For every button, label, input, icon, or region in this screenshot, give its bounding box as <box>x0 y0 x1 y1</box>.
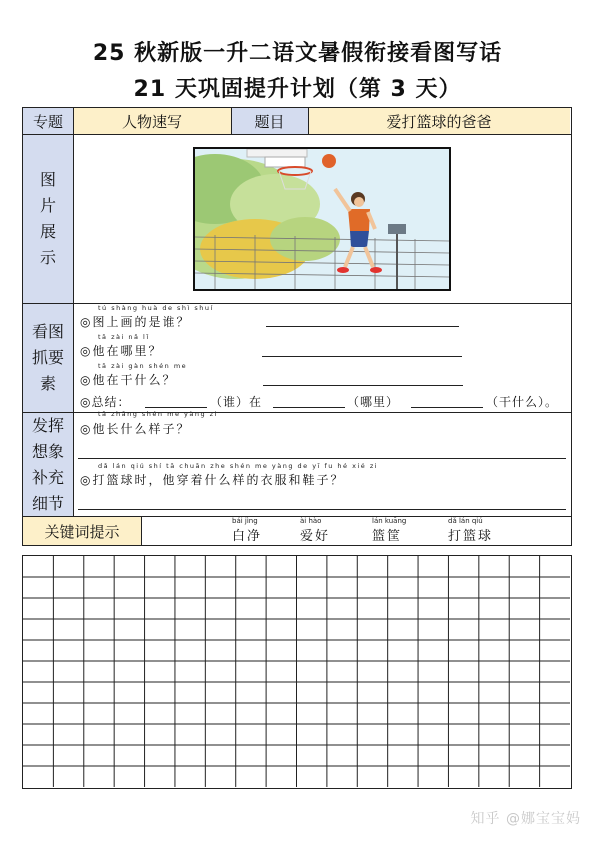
observe-label-line: 素 <box>39 374 56 393</box>
basketball-illustration <box>193 147 451 291</box>
imagine-label-line: 细节 <box>31 493 64 513</box>
page-title: 25 秋新版一升二语文暑假衔接看图写话 <box>92 41 503 66</box>
answer-line-looks[interactable] <box>78 458 566 459</box>
picture-label-char: 示 <box>39 248 56 267</box>
picture-label-char: 片 <box>39 196 56 215</box>
picture-label-char: 图 <box>39 170 56 189</box>
keyword-word: 爱好 <box>300 529 331 544</box>
observe-q1: ◎图上画的是谁？ <box>80 315 191 329</box>
watermark: 知乎 @娜宝宝妈 <box>470 811 581 827</box>
observe-label <box>23 304 73 412</box>
imagine-label <box>23 413 73 516</box>
illustration-svg <box>195 149 449 289</box>
answer-line-who[interactable] <box>266 326 459 327</box>
subject-label: 题目 <box>231 108 308 134</box>
keyword-word: 篮筐 <box>372 529 403 544</box>
summary-prefix: ◎总结： <box>80 395 131 409</box>
topic-label: 专题 <box>23 108 73 134</box>
keyword-word: 打篮球 <box>448 529 494 544</box>
imagine-q2-pinyin: dǎ lán qiú shí tā chuān zhe shén me yàng de yī fu hé xié zi <box>98 462 379 470</box>
observe-q2: ◎他在哪里？ <box>80 344 163 358</box>
keywords-label: 关键词提示 <box>23 517 141 545</box>
keyword-word: 白净 <box>232 529 263 544</box>
imagine-q1-pinyin: tā zhǎng shén me yàng zi <box>98 410 218 418</box>
keyword-pinyin: dǎ lán qiú <box>448 517 483 525</box>
keyword-pinyin: lán kuāng <box>372 517 407 525</box>
answer-line-clothes[interactable] <box>78 509 566 510</box>
summary-blank-where[interactable] <box>273 407 345 408</box>
q1-pinyin: tú shàng huà de shì shuí <box>98 304 214 312</box>
summary-blank-what[interactable] <box>411 407 483 408</box>
observe-label-line: 抓要 <box>31 348 64 367</box>
imagine-label-line: 发挥 <box>31 415 64 435</box>
imagine-label-line: 想象 <box>31 441 64 461</box>
picture-label <box>23 135 73 303</box>
writing-grid-lines <box>23 556 570 787</box>
observe-q3: ◎他在干什么？ <box>80 373 177 387</box>
answer-line-where[interactable] <box>262 356 462 357</box>
summary-what: （干什么）。 <box>486 395 559 409</box>
writing-grid[interactable] <box>22 555 572 789</box>
q2-pinyin: tā zài nǎ lǐ <box>98 333 150 341</box>
summary-where: （哪里） <box>347 395 400 409</box>
imagine-q1: ◎他长什么样子？ <box>80 422 191 436</box>
picture-label-char: 展 <box>39 222 56 241</box>
imagine-q2: ◎打篮球时，他穿着什么样的衣服和鞋子？ <box>80 473 345 487</box>
page-subtitle: 21 天巩固提升计划（第 3 天） <box>133 77 462 102</box>
topic-value: 人物速写 <box>73 108 231 134</box>
summary-blank-who[interactable] <box>145 407 207 408</box>
keyword-pinyin: ài hào <box>300 517 322 525</box>
q3-pinyin: tā zài gàn shén me <box>98 362 188 370</box>
observe-label-line: 看图 <box>31 322 64 341</box>
summary-who: （谁）在 <box>210 395 263 409</box>
answer-line-what[interactable] <box>263 385 463 386</box>
imagine-label-line: 补充 <box>31 467 64 487</box>
keyword-pinyin: bái jìng <box>232 517 258 525</box>
subject-value: 爱打篮球的爸爸 <box>308 108 570 134</box>
